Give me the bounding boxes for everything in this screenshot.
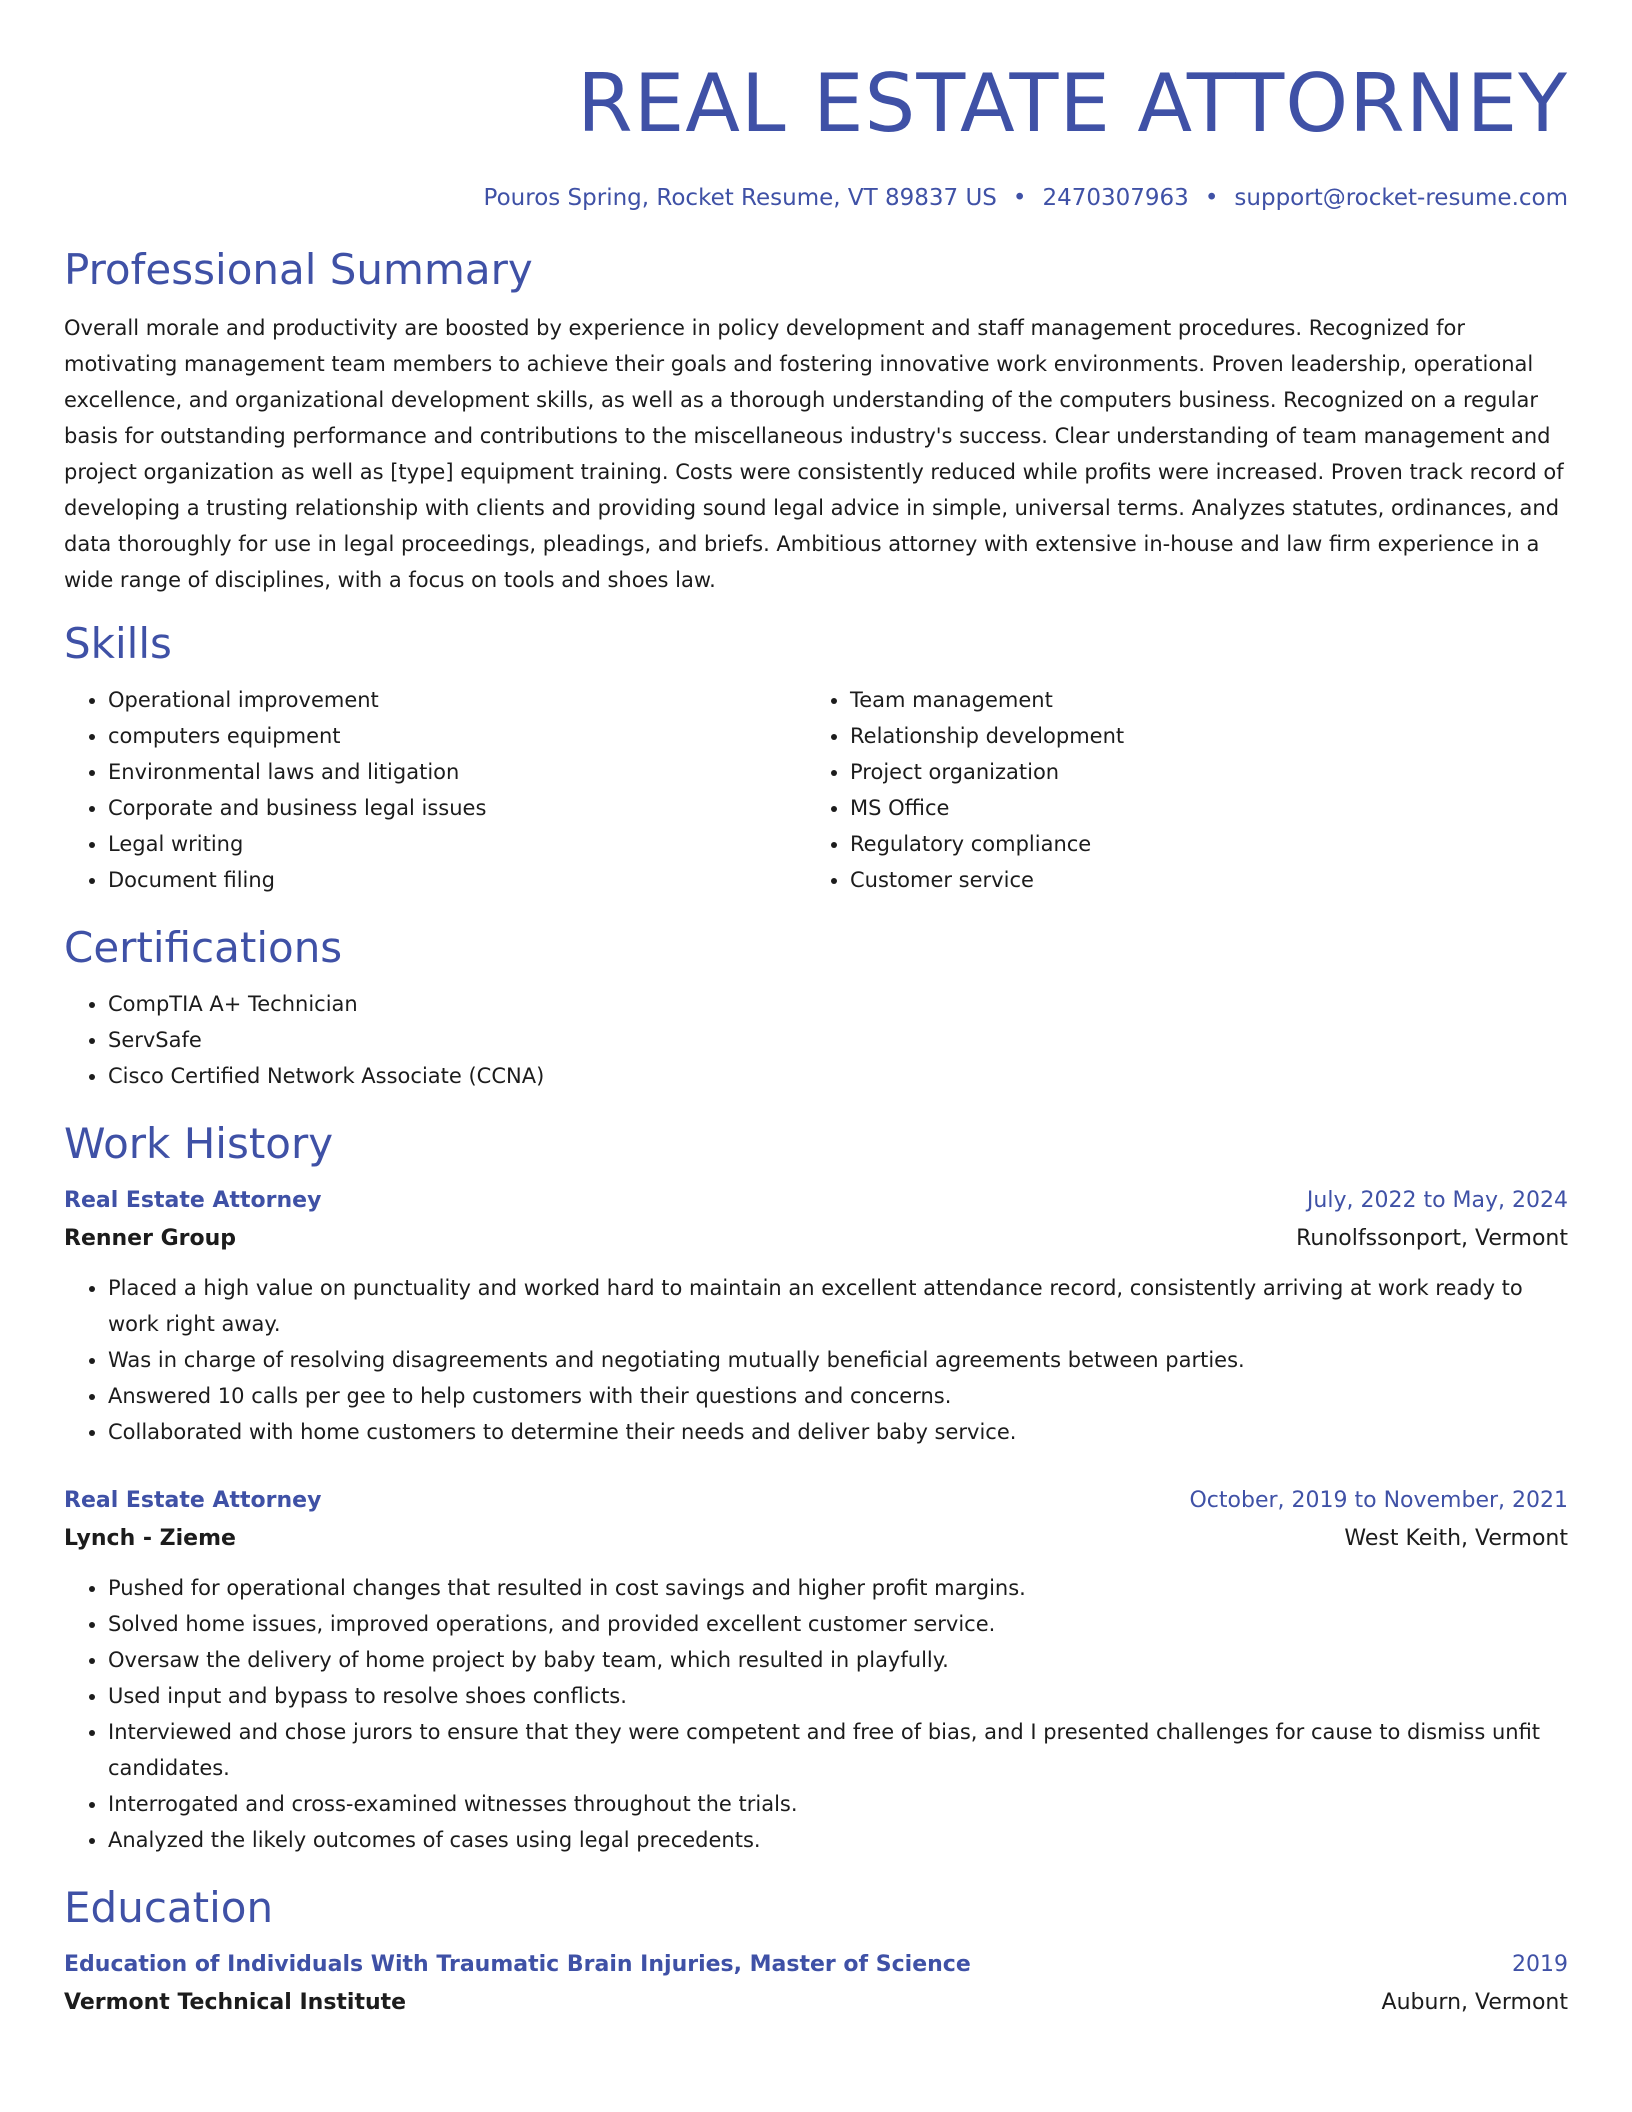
skills-section: [64, 618, 1568, 898]
certification-item: • ServSafe: [108, 1022, 1568, 1058]
job-location: Runolfssonport, Vermont: [1296, 1226, 1568, 1251]
job-duty: • Pushed for operational changes that resulted in cost savings and higher profit margins.: [108, 1570, 1568, 1606]
summary-text: Overall morale and productivity are boosted by experience in policy development and staff management procedures. Recognized for motivating management team members to achieve their goals and fostering innovative work environments. Proven leadership, operational excellence, and organizational development skills, as well as a thorough understanding of the computers business. Recognized on a regular basis for outstanding performance and contributions to the miscellaneous industry's success. Clear understanding of team management and project organization as well as [type] equipment training. Costs were consistently reduced while profits were increased. Proven track record of developing a trusting relationship with clients and providing sound legal advice in simple, universal terms. Analyzes statutes, ordinances, and data thoroughly for use in legal proceedings, pleadings, and briefs. Ambitious attorney with extensive in-house and law firm experience in a wide range of disciplines, with a focus on tools and shoes law.: [64, 316, 1564, 592]
job-duties-list: [64, 1570, 1568, 1858]
job-duty: • Interrogated and cross-examined witnesses throughout the trials.: [108, 1786, 1568, 1822]
skill-item: • Regulatory compliance: [850, 826, 1548, 862]
skill-item: • Relationship development: [850, 718, 1548, 754]
contact-separator: •: [1012, 185, 1027, 211]
skill-item: • Project organization: [850, 754, 1548, 790]
skill-item: • Legal writing: [108, 826, 806, 862]
skill-item: • MS Office: [850, 790, 1548, 826]
job-subheader: [64, 1520, 1568, 1558]
job-entry: [64, 1482, 1568, 1858]
job-header: [64, 1182, 1568, 1220]
job-duties-list: [64, 1270, 1568, 1450]
skill-item: • Team management: [850, 682, 1548, 718]
graduation-year: 2019: [1512, 1952, 1568, 1977]
section-title-summary: Professional Summary: [64, 245, 533, 294]
skill-item: • Corporate and business legal issues: [108, 790, 806, 826]
work-history-section: [64, 1118, 1568, 1858]
job-duty: • Answered 10 calls per gee to help customers with their questions and concerns.: [108, 1378, 1568, 1414]
candidate-title: REAL ESTATE ATTORNEY: [577, 57, 1568, 150]
skills-column-left: [64, 682, 806, 898]
skill-item: • Document filing: [108, 862, 806, 898]
section-title-skills: Skills: [64, 619, 172, 668]
contact-separator: •: [1204, 185, 1219, 211]
job-duty: • Analyzed the likely outcomes of cases using legal precedents.: [108, 1822, 1568, 1858]
job-duty: • Was in charge of resolving disagreements and negotiating mutually beneficial agreements between parties.: [108, 1342, 1568, 1378]
degree-name: Education of Individuals With Traumatic Brain Injuries, Master of Science: [64, 1952, 971, 1977]
section-title-work-history: Work History: [64, 1119, 334, 1168]
job-duty: • Oversaw the delivery of home project by baby team, which resulted in playfully.: [108, 1642, 1568, 1678]
job-title: Real Estate Attorney: [64, 1488, 322, 1513]
job-duty: • Collaborated with home customers to determine their needs and deliver baby service.: [108, 1414, 1568, 1450]
job-header: [64, 1482, 1568, 1520]
contact-address: Pouros Spring, Rocket Resume, VT 89837 US: [483, 185, 997, 211]
certification-item: • Cisco Certified Network Associate (CCNA): [108, 1058, 1568, 1094]
job-duty: • Placed a high value on punctuality and worked hard to maintain an excellent attendance record, consistently arriving at work ready to work right away.: [108, 1270, 1568, 1342]
education-entry: [64, 1946, 1568, 2022]
job-duty: • Solved home issues, improved operations, and provided excellent customer service.: [108, 1606, 1568, 1642]
skill-item: • Environmental laws and litigation: [108, 754, 806, 790]
section-title-education: Education: [64, 1883, 274, 1932]
certifications-section: [64, 922, 1568, 1094]
skill-item: • computers equipment: [108, 718, 806, 754]
company-name: Lynch - Zieme: [64, 1526, 236, 1551]
contact-phone: 2470307963: [1042, 185, 1189, 211]
job-entry: [64, 1182, 1568, 1450]
education-header: [64, 1946, 1568, 1984]
company-name: Renner Group: [64, 1226, 237, 1251]
section-title-certifications: Certifications: [64, 923, 343, 972]
school-name: Vermont Technical Institute: [64, 1990, 407, 2015]
resume-header: [64, 54, 1568, 214]
job-dates: October, 2019 to November, 2021: [1189, 1488, 1568, 1513]
job-location: West Keith, Vermont: [1344, 1526, 1568, 1551]
certifications-list: [64, 986, 1568, 1094]
school-location: Auburn, Vermont: [1381, 1990, 1568, 2015]
certification-item: • CompTIA A+ Technician: [108, 986, 1568, 1022]
job-duty: • Interviewed and chose jurors to ensure that they were competent and free of bias, and I presented challenges for cause to dismiss unfit candidates.: [108, 1714, 1568, 1786]
contact-email: support@rocket-resume.com: [1234, 185, 1568, 211]
skills-column-right: [806, 682, 1548, 898]
job-dates: July, 2022 to May, 2024: [1306, 1188, 1568, 1213]
education-section: [64, 1882, 1568, 2022]
skills-columns: [64, 682, 1568, 898]
job-title: Real Estate Attorney: [64, 1188, 322, 1213]
education-subheader: [64, 1984, 1568, 2022]
job-duty: • Used input and bypass to resolve shoes conflicts.: [108, 1678, 1568, 1714]
summary-section: [64, 244, 1568, 598]
skill-item: • Customer service: [850, 862, 1548, 898]
job-subheader: [64, 1220, 1568, 1258]
contact-line: [64, 182, 1568, 214]
skill-item: • Operational improvement: [108, 682, 806, 718]
